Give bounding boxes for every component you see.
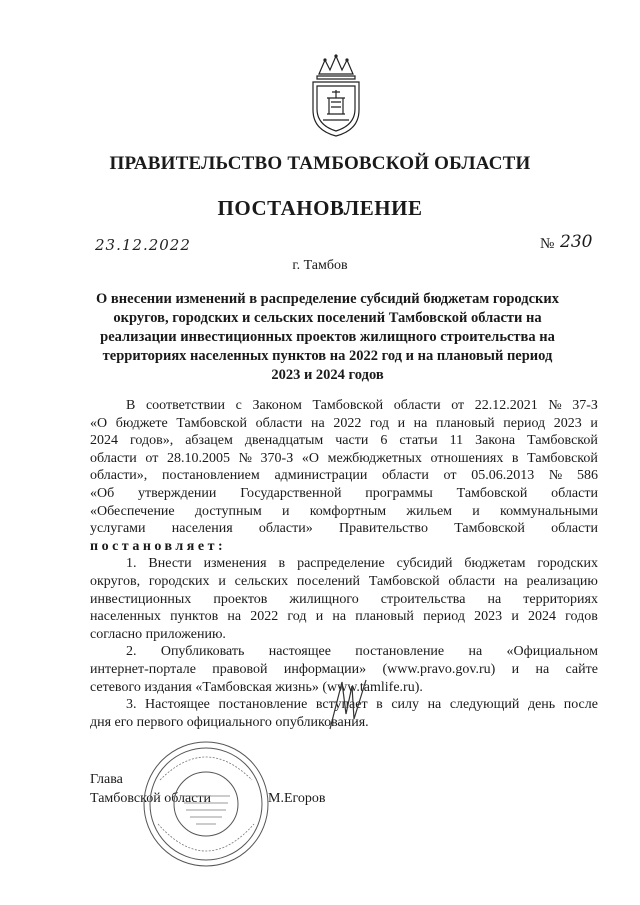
word: 22.12.2021 <box>474 398 538 413</box>
handwritten-signature-icon <box>320 674 380 734</box>
document-title <box>95 290 560 385</box>
word: области <box>551 485 598 501</box>
word: на <box>332 609 347 625</box>
word: 1. <box>126 556 137 572</box>
word: и <box>218 573 226 589</box>
word: территориях <box>523 591 598 607</box>
word: на <box>413 415 428 431</box>
word: период <box>503 415 546 431</box>
preamble-line <box>90 450 598 468</box>
title-line: округов, городских и сельских поселений Тамбовской области на <box>113 310 542 326</box>
word: населенных <box>90 609 161 625</box>
word: сайте <box>565 661 598 677</box>
word: 05.06.2013 <box>471 468 535 484</box>
word: жилищного <box>289 591 359 607</box>
word: округов, <box>90 573 141 589</box>
word: области <box>90 450 137 466</box>
tambov-coat-of-arms-icon <box>305 52 367 138</box>
word: пунктов <box>170 609 219 625</box>
word: утверждении <box>138 485 217 501</box>
word: статьи <box>399 433 438 449</box>
round-seal-stamp-icon <box>142 740 270 868</box>
item1-line <box>90 608 598 626</box>
word: 2023 <box>553 415 582 431</box>
word: области <box>448 573 496 589</box>
document-type: ПОСТАНОВЛЕНИЕ <box>217 196 423 220</box>
word: и <box>315 609 324 625</box>
word: Внести <box>148 556 192 572</box>
word: проектов <box>213 591 268 607</box>
word: 370-З <box>260 450 294 466</box>
item1-line <box>90 555 598 573</box>
word: инвестиционных <box>90 591 192 607</box>
word: постановление <box>218 697 308 713</box>
item2-line <box>90 643 598 661</box>
word: Правительство <box>338 521 428 537</box>
word: вступает <box>315 697 368 713</box>
word: соответствии <box>145 398 226 413</box>
word: год <box>369 415 390 431</box>
item1-line <box>90 573 598 591</box>
preamble-line <box>90 467 598 485</box>
word: в <box>376 697 383 713</box>
word: 28.10.2005 <box>166 450 230 466</box>
word: Законом <box>252 398 302 413</box>
word: 2022 <box>333 415 362 431</box>
word: Настоящее <box>145 697 210 713</box>
word: двенадцатым <box>244 433 324 449</box>
word: Тамбовской <box>527 433 598 449</box>
word: Тамбовской <box>176 415 248 431</box>
item3-line: дня его первого официального опубликования. <box>90 714 369 730</box>
word: период <box>423 609 465 625</box>
word: плановый <box>355 609 414 625</box>
word: и <box>397 415 406 431</box>
word: области <box>382 468 429 484</box>
word: бюджетам <box>464 556 526 572</box>
word: следующий <box>449 697 520 713</box>
word: и <box>511 661 520 677</box>
word: на <box>427 697 442 713</box>
word: 2022 <box>250 609 279 625</box>
word: постановление <box>355 644 445 660</box>
word: на <box>311 415 325 431</box>
word: (www.pravo.gov.ru) <box>382 661 496 677</box>
word: на <box>468 644 483 660</box>
word: межбюджетных <box>327 450 422 466</box>
word: городских <box>148 573 210 589</box>
word: на <box>535 661 550 677</box>
decree-word: постановляет: <box>90 538 227 554</box>
word: изменения <box>203 556 267 572</box>
word: 2. <box>126 644 137 660</box>
word: Опубликовать <box>160 644 245 660</box>
title-line: территориях населенных пунктов на 2022 год и на плановый период <box>102 348 553 364</box>
word: 3. <box>126 697 137 713</box>
word: после <box>563 697 598 713</box>
word: «Официальном <box>506 644 598 660</box>
word: от <box>443 468 457 484</box>
word: В <box>126 398 136 413</box>
word: субсидий <box>396 556 453 572</box>
word: области <box>255 415 303 431</box>
word: доступным <box>194 503 262 519</box>
word: на <box>503 573 518 589</box>
word: распределение <box>297 556 385 572</box>
word: № <box>548 468 563 484</box>
government-title: ПРАВИТЕЛЬСТВО ТАМБОВСКОЙ ОБЛАСТИ <box>109 153 531 174</box>
preamble-line <box>90 503 598 521</box>
word: № <box>548 398 562 413</box>
word: коммунальными <box>499 503 598 519</box>
word: годов <box>565 609 598 625</box>
word: населения <box>171 521 233 537</box>
word: постановлением <box>162 468 260 484</box>
word: и <box>511 609 519 625</box>
word: отношениях <box>430 450 504 466</box>
signer-position-line1: Глава <box>90 772 123 787</box>
word: в <box>511 450 519 466</box>
word: программы <box>365 485 433 501</box>
word: на <box>227 609 242 625</box>
word: услугами <box>90 521 146 537</box>
word: бюджете <box>115 415 168 431</box>
document-number: 230 <box>560 232 593 252</box>
word: части <box>335 433 369 449</box>
word: строительства <box>380 591 466 607</box>
word: Тамбовской <box>312 398 384 413</box>
word: правовой <box>212 661 268 677</box>
word: с <box>235 398 242 413</box>
preamble-line <box>90 397 598 415</box>
word: от <box>451 398 465 413</box>
signer-name: М.Егоров <box>268 791 326 806</box>
title-line: 2023 и 2024 годов <box>271 367 384 383</box>
word: области <box>551 521 598 537</box>
item2-line: сетевого издания «Тамбовская жизнь» (www.tamlife.ru). <box>90 679 423 695</box>
word: настоящее <box>268 644 331 660</box>
preamble-line <box>90 415 598 433</box>
word: на <box>487 591 502 607</box>
preamble-line <box>90 432 598 450</box>
word: реализацию <box>526 573 598 589</box>
preamble-line <box>90 485 598 503</box>
word: плановый <box>435 415 495 431</box>
word: годов», <box>129 433 174 449</box>
word: и <box>590 415 598 431</box>
word: Закона <box>475 433 516 449</box>
word: в <box>278 556 286 572</box>
word: Тамбовской <box>454 521 525 537</box>
word: от <box>145 450 159 466</box>
word: и <box>281 503 290 519</box>
word: абзацем <box>185 433 233 449</box>
word: 2024 <box>527 609 556 625</box>
word: и <box>472 503 480 519</box>
word: год <box>287 609 307 625</box>
preamble-line <box>90 520 598 538</box>
title-line: О внесении изменений в распределение субсидий бюджетам городских <box>96 291 559 307</box>
word: сельских <box>234 573 289 589</box>
city: г. Тамбов <box>292 258 348 273</box>
word: № <box>238 450 252 466</box>
word: «Об <box>90 485 115 501</box>
document-date: 23.12.2022 <box>95 236 191 254</box>
word: администрации <box>274 468 368 484</box>
word: день <box>527 697 556 713</box>
word: «О <box>301 450 319 466</box>
word: интернет-портале <box>90 661 196 677</box>
number-label: № <box>540 236 555 252</box>
item1-line: согласно приложению. <box>90 626 226 642</box>
word: поселений <box>296 573 361 589</box>
word: 11 <box>449 433 464 449</box>
word: Государственной <box>240 485 342 501</box>
word: городских <box>537 556 598 572</box>
word: жильем <box>406 503 453 519</box>
word: 6 <box>380 433 388 449</box>
item1-line <box>90 591 598 609</box>
word: 586 <box>576 468 598 484</box>
word: области», <box>90 468 148 484</box>
word: 2024 <box>90 433 118 449</box>
word: информации» <box>283 661 367 677</box>
signer-position-line2: Тамбовской области <box>90 791 212 806</box>
title-line: реализации инвестиционных проектов жилищного строительства на <box>100 329 555 345</box>
word: комфортным <box>309 503 387 519</box>
word: «О <box>90 415 108 431</box>
word: области <box>393 398 441 413</box>
word: силу <box>391 697 420 713</box>
word: Тамбовской <box>368 573 440 589</box>
word: Тамбовской <box>527 450 598 466</box>
word: Тамбовской <box>456 485 528 501</box>
word: «Обеспечение <box>90 503 175 519</box>
word: 2023 <box>474 609 503 625</box>
word: 37-З <box>572 398 598 413</box>
word: области» <box>258 521 313 537</box>
